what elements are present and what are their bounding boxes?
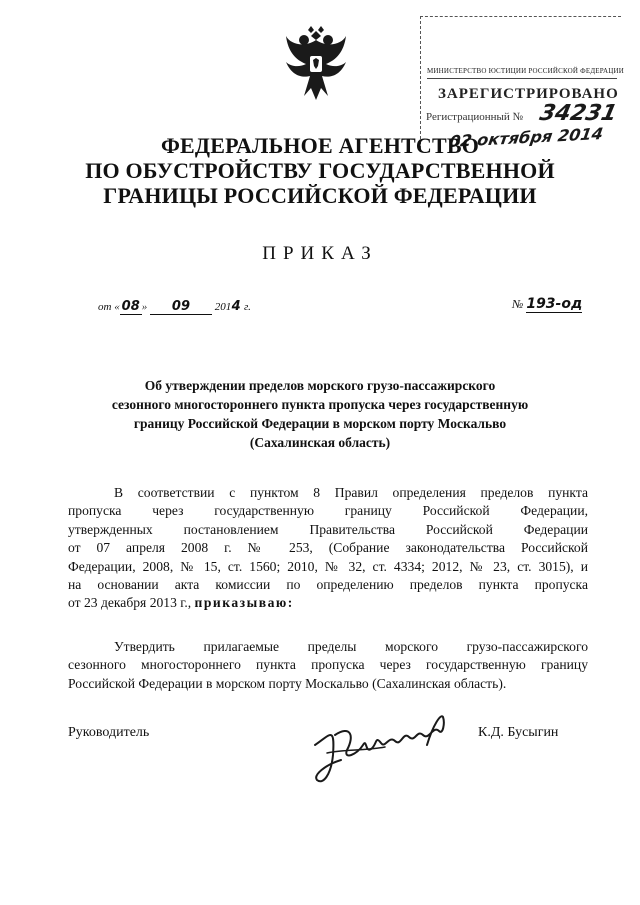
order-number [512, 296, 582, 313]
subject-line-2: сезонного многостороннего пункта пропуска через государственную [111, 397, 529, 412]
para1-line-7 [68, 594, 588, 612]
agency-line-3: ГРАНИЦЫ РОССИЙСКОЙ ФЕДЕРАЦИИ [103, 183, 537, 208]
para1-line-4: от 07 апреля 2008 г. № 253, (Собрание законодательства Российской [68, 540, 588, 556]
para1-line-6: на основании акта комиссии по определению пределов пункта пропуска [68, 577, 588, 593]
agency-line-2: ПО ОБУСТРОЙСТВУ ГОСУДАРСТВЕННОЙ [85, 158, 555, 183]
date-year-digit: 4 [231, 299, 241, 314]
agency-header [0, 133, 640, 208]
signer-title: Руководитель [68, 725, 150, 740]
body-paragraph-2 [68, 638, 588, 693]
para1-line-2: пропуска через государственную границу Российской Федерации, [68, 503, 588, 519]
document-type-title: ПРИКАЗ [262, 243, 378, 264]
subject-line-3: границу Российской Федерации в морском порту Москальво [133, 416, 507, 431]
date-day: 08 [121, 299, 140, 314]
stamp-divider [427, 78, 617, 79]
number-prefix: № [512, 297, 524, 311]
body-paragraph-1 [68, 484, 588, 613]
coat-of-arms-emblem [284, 26, 348, 102]
stamp-regno-label: Регистрационный № [426, 111, 524, 123]
para1-line-3: утвержденных постановлением Правительства Российской Федерации [68, 521, 588, 537]
stamp-regno-handwritten: 34231 [537, 101, 620, 126]
para2-line-1: Утвердить прилагаемые пределы морского грузо-пассажирского [114, 639, 588, 654]
date-prefix: от « [98, 301, 120, 313]
signer-name: К.Д. Бусыгин [478, 725, 559, 740]
stamp-date-handwritten: 02 октября 2014 [447, 124, 605, 151]
date-mid: » [141, 301, 148, 313]
para1-line-7-text: от 23 декабря 2013 г., [68, 595, 195, 611]
order-date [98, 299, 251, 315]
subject-line-4: (Сахалинская область) [249, 435, 391, 450]
handwritten-signature [305, 705, 455, 795]
agency-line-1: ФЕДЕРАЛЬНОЕ АГЕНТСТВО [160, 133, 480, 158]
order-subject [80, 376, 560, 452]
date-month: 09 [150, 299, 212, 315]
para1-line-1: В соответствии с пунктом 8 Правил определения пределов пункта [114, 485, 588, 500]
order-directive-word: приказываю: [194, 595, 294, 611]
date-year-prefix: 201 [214, 301, 232, 313]
stamp-ministry-text: МИНИСТЕРСТВО ЮСТИЦИИ РОССИЙСКОЙ ФЕДЕРАЦИИ [427, 67, 624, 75]
para2-line-2: сезонного многостороннего пункта пропуска через государственную границу [68, 657, 588, 673]
date-year-suffix: г. [241, 301, 251, 313]
para2-line-3: Российской Федерации в морском порту Москальво (Сахалинская область). [68, 675, 507, 691]
subject-line-1: Об утверждении пределов морского грузо-пассажирского [144, 378, 496, 393]
number-value: 193-од [526, 296, 583, 312]
para1-line-5: Федерации, 2008, № 15, ст. 1560; 2010, № 32, ст. 4334; 2012, № 23, ст. 3015), и [68, 558, 588, 574]
stamp-registered-text: ЗАРЕГИСТРИРОВАНО [438, 86, 619, 102]
